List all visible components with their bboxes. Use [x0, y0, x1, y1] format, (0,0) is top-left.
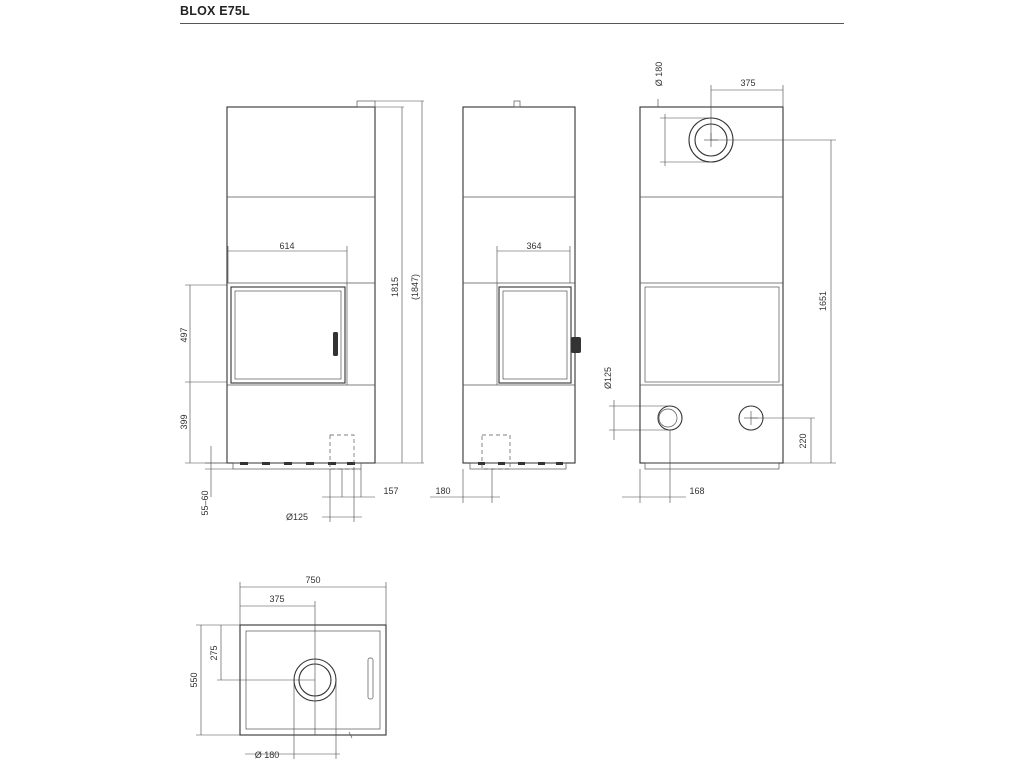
rear-view — [603, 62, 836, 503]
dim-plan-center-offset: 375 — [269, 594, 285, 604]
side-view — [430, 101, 581, 503]
side-flue-hidden — [482, 435, 510, 469]
front-body-outline — [227, 107, 375, 463]
dim-flue-offset: 157 — [383, 486, 399, 496]
foot — [306, 462, 314, 465]
foot — [284, 462, 292, 465]
side-door-glass — [503, 291, 567, 379]
side-door-handle[interactable] — [571, 337, 581, 353]
foot — [240, 462, 248, 465]
foot — [518, 462, 525, 465]
dim-base-height: 399 — [179, 414, 189, 430]
dim-plan-center-depth: 275 — [209, 645, 219, 661]
foot — [538, 462, 545, 465]
dim-foot-range: 55–60 — [200, 490, 210, 516]
dim-plan-diameter: Ø 180 — [254, 750, 280, 760]
dim-plan-width: 750 — [305, 575, 321, 585]
foot — [556, 462, 563, 465]
rear-flue-small-inner — [659, 409, 677, 427]
dim-glass-height: 497 — [179, 327, 189, 343]
dim-rear-top-offset: 375 — [740, 78, 756, 88]
side-door-frame — [499, 287, 571, 383]
dim-rear-flue-offset: 168 — [689, 486, 705, 496]
dim-rear-height: 1651 — [818, 290, 828, 312]
dim-front-width: 614 — [279, 241, 295, 251]
dim-side-width: 364 — [526, 241, 542, 251]
dim-rear-top-diameter: Ø 180 — [654, 61, 664, 87]
front-door-handle[interactable] — [333, 332, 338, 356]
foot — [328, 462, 336, 465]
plan-handle — [368, 658, 373, 699]
rear-plinth — [645, 463, 779, 469]
front-view — [179, 101, 424, 522]
front-plinth — [233, 463, 361, 469]
front-top-cap — [357, 101, 375, 107]
foot — [498, 462, 505, 465]
dim-rear-flue-height: 220 — [798, 433, 808, 449]
front-door-glass — [235, 291, 341, 379]
dim-side-depth: 180 — [435, 486, 451, 496]
foot — [478, 462, 485, 465]
foot — [262, 462, 270, 465]
rear-flue-small — [658, 406, 682, 430]
dim-flue-diameter: Ø125 — [285, 512, 309, 522]
rear-panel — [645, 287, 779, 382]
side-body-outline — [463, 107, 575, 463]
plan-view — [189, 575, 386, 760]
side-top-cap — [514, 101, 520, 107]
dim-plan-depth: 550 — [189, 672, 199, 688]
dim-front-height-total: (1847) — [410, 273, 420, 301]
front-door-frame — [231, 287, 345, 383]
dim-rear-flue-diameter: Ø125 — [603, 366, 613, 390]
drawing-title: BLOX E75L — [180, 4, 250, 18]
dim-front-height: 1815 — [390, 276, 400, 298]
